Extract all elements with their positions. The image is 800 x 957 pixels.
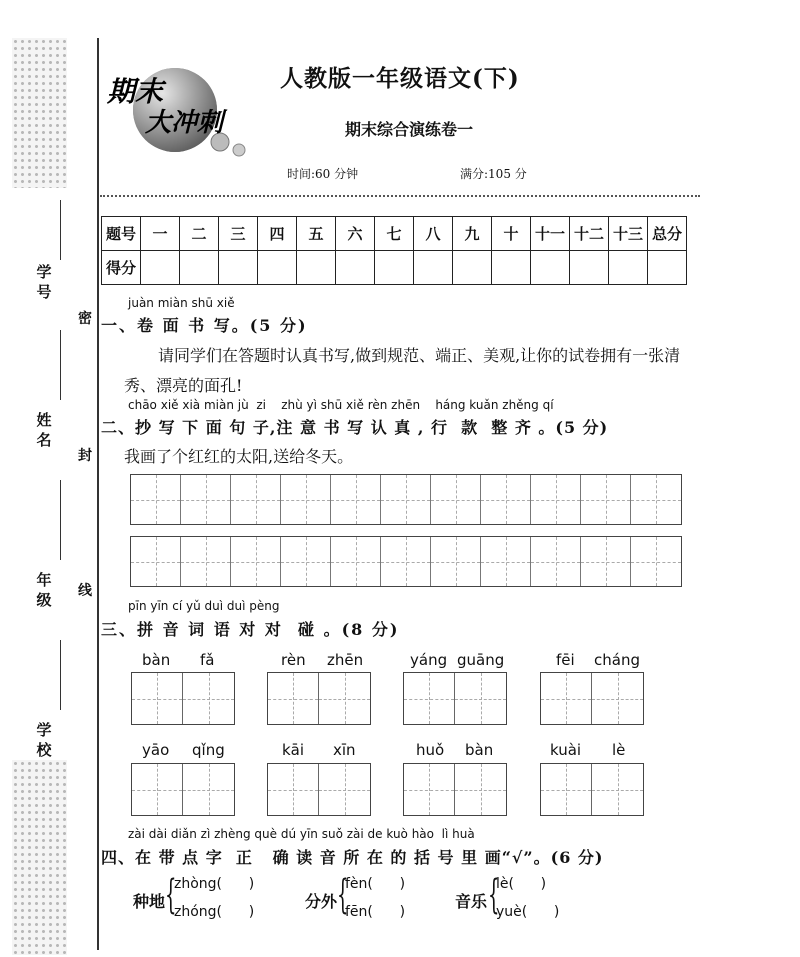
margin-pattern-top [12, 38, 67, 188]
field-grade-label: 年级 [36, 571, 52, 609]
q4-item2-option2[interactable]: fēn( ) [345, 904, 406, 920]
q3-word8-pinyin-b: lè [612, 741, 626, 759]
q1-heading: 一、卷 面 书 写。(5 分) [101, 316, 308, 335]
grid-cell[interactable] [481, 475, 531, 524]
q3-heading: 三、拼 音 词 语 对 对 碰 。(8 分) [101, 620, 400, 639]
grid-cell[interactable] [431, 537, 481, 586]
score-table-col: 三 [219, 217, 258, 251]
score-cell[interactable] [492, 251, 531, 285]
grid-cell[interactable] [183, 764, 234, 815]
field-grade-line[interactable] [60, 480, 61, 560]
q3-word3-pinyin-a: yáng [410, 651, 448, 669]
q3-word5-pinyin-a: yāo [142, 741, 170, 759]
seal-char-feng: 封 [78, 448, 92, 464]
q2-sentence: 我画了个红红的太阳,送给冬天。 [124, 447, 354, 466]
score-cell[interactable] [453, 251, 492, 285]
q3-word4-pinyin-b: cháng [594, 651, 640, 669]
q4-item3-option2[interactable]: yuè( ) [496, 904, 560, 920]
grid-cell[interactable] [331, 475, 381, 524]
field-name-line[interactable] [60, 330, 61, 400]
grid-cell[interactable] [181, 475, 231, 524]
q3-word5-pinyin-b: qǐng [192, 741, 225, 759]
q2-pinyin: chāo xiě xià miàn jù zi zhù yì shū xiě rèn zhēn háng kuǎn zhěng qí [128, 398, 554, 412]
q3-word7-pinyin-a: huǒ [416, 741, 445, 759]
field-student-number-label: 学号 [36, 263, 52, 301]
grid-cell[interactable] [581, 475, 631, 524]
score-cell[interactable] [180, 251, 219, 285]
score-table-score-row [102, 251, 687, 285]
q3-word8-pinyin-a: kuài [550, 741, 582, 759]
field-school-line[interactable] [60, 640, 61, 710]
score-cell[interactable] [336, 251, 375, 285]
paper-title: 人教版一年级语文(下) [280, 65, 520, 92]
grid-cell[interactable] [281, 537, 331, 586]
score-table-col: 十二 [570, 217, 609, 251]
q3-word7-boxes[interactable] [403, 763, 507, 816]
grid-cell[interactable] [541, 673, 592, 724]
score-table-header-row [102, 217, 687, 251]
q3-word2-pinyin-a: rèn [281, 651, 306, 669]
grid-cell[interactable] [281, 475, 331, 524]
grid-cell[interactable] [531, 475, 581, 524]
grid-cell[interactable] [592, 673, 643, 724]
q2-writing-grid-row2[interactable] [130, 536, 682, 587]
q4-item2-option1[interactable]: fèn( ) [345, 876, 406, 892]
q3-word1-pinyin-a: bàn [142, 651, 171, 669]
score-cell[interactable] [297, 251, 336, 285]
q4-item2-brace: { [336, 872, 349, 918]
q4-heading: 四、在 带 点 字 正 确 读 音 所 在 的 括 号 里 画“√”。(6 分) [101, 848, 604, 867]
q3-word6-pinyin-a: kāi [282, 741, 305, 759]
q3-word6-pinyin-b: xīn [333, 741, 356, 759]
score-cell[interactable] [141, 251, 180, 285]
full-score: 满分:105 分 [460, 167, 527, 181]
grid-cell[interactable] [381, 475, 431, 524]
score-table-col: 六 [336, 217, 375, 251]
score-cell[interactable] [570, 251, 609, 285]
seal-char-mi: 密 [78, 311, 92, 327]
score-table-col: 十一 [531, 217, 570, 251]
score-cell[interactable] [375, 251, 414, 285]
score-cell[interactable] [609, 251, 648, 285]
q4-item3-option1[interactable]: lè( ) [496, 876, 547, 892]
q4-item1-word: 种地 [133, 892, 166, 911]
score-cell[interactable] [414, 251, 453, 285]
grid-cell[interactable] [481, 537, 531, 586]
grid-cell[interactable] [431, 475, 481, 524]
q4-item3-brace: { [487, 872, 500, 918]
grid-cell[interactable] [268, 764, 319, 815]
grid-cell[interactable] [319, 673, 370, 724]
score-table-col: 总分 [648, 217, 687, 251]
score-table-row2-label: 得分 [102, 251, 141, 285]
q1-instruction-line2: 秀、漂亮的面孔! [124, 376, 243, 395]
q2-heading: 二、抄 写 下 面 句 子,注 意 书 写 认 真 , 行 款 整 齐 。(5 分) [101, 418, 609, 437]
q1-instruction-line1: 请同学们在答题时认真书写,做到规范、端正、美观,让你的试卷拥有一张清 [158, 346, 681, 365]
seal-char-xian: 线 [78, 583, 92, 599]
grid-cell[interactable] [181, 537, 231, 586]
grid-cell[interactable] [531, 537, 581, 586]
grid-cell[interactable] [231, 475, 281, 524]
q3-word5-boxes[interactable] [131, 763, 235, 816]
score-table-col: 一 [141, 217, 180, 251]
q3-pinyin: pīn yīn cí yǔ duì duì pèng [128, 599, 280, 613]
paper-subtitle: 期末综合演练卷一 [345, 120, 474, 139]
grid-cell[interactable] [183, 673, 234, 724]
q3-word2-pinyin-b: zhēn [327, 651, 364, 669]
time-limit: 时间:60 分钟 [287, 167, 359, 181]
logo-text-line1: 期末 [107, 75, 164, 108]
grid-cell[interactable] [381, 537, 431, 586]
q3-word4-boxes[interactable] [540, 672, 644, 725]
margin-pattern-bottom [12, 760, 67, 955]
score-cell[interactable] [219, 251, 258, 285]
field-name-label: 姓名 [36, 411, 52, 449]
q3-word2-boxes[interactable] [267, 672, 371, 725]
q4-pinyin: zài dài diǎn zì zhèng què dú yīn suǒ zài de kuò hào lì huà [128, 827, 475, 841]
grid-cell[interactable] [541, 764, 592, 815]
grid-cell[interactable] [331, 537, 381, 586]
score-table-col: 八 [414, 217, 453, 251]
q4-item1-brace: { [164, 872, 177, 918]
grid-cell[interactable] [131, 475, 181, 524]
q3-word8-boxes[interactable] [540, 763, 644, 816]
score-table-col: 十三 [609, 217, 648, 251]
grid-cell[interactable] [132, 764, 183, 815]
score-table-col: 二 [180, 217, 219, 251]
score-table-col: 四 [258, 217, 297, 251]
q3-word1-pinyin-b: fǎ [200, 651, 215, 669]
score-table [101, 216, 687, 285]
score-cell[interactable] [648, 251, 687, 285]
logo [105, 62, 255, 162]
grid-cell[interactable] [631, 475, 681, 524]
score-table-col: 十 [492, 217, 531, 251]
q3-word3-pinyin-b: guāng [457, 651, 505, 669]
score-table-row1-label: 题号 [102, 217, 141, 251]
binding-line [97, 38, 99, 950]
grid-cell[interactable] [592, 764, 643, 815]
q2-writing-grid-row1[interactable] [130, 474, 682, 525]
q4-item1-option2[interactable]: zhóng( ) [174, 904, 255, 920]
score-cell[interactable] [531, 251, 570, 285]
q3-word3-boxes[interactable] [403, 672, 507, 725]
grid-cell[interactable] [455, 673, 506, 724]
grid-cell[interactable] [631, 537, 681, 586]
score-table-col: 七 [375, 217, 414, 251]
logo-text-line2: 大冲刺 [145, 108, 224, 138]
q4-item2-word: 分外 [305, 892, 338, 911]
grid-cell[interactable] [231, 537, 281, 586]
q4-item3-word: 音乐 [455, 892, 488, 911]
grid-cell[interactable] [404, 764, 455, 815]
q3-word7-pinyin-b: bàn [465, 741, 494, 759]
q3-word6-boxes[interactable] [267, 763, 371, 816]
grid-cell[interactable] [319, 764, 370, 815]
q4-item1-option1[interactable]: zhòng( ) [174, 876, 255, 892]
grid-cell[interactable] [404, 673, 455, 724]
field-student-number-line[interactable] [60, 200, 61, 260]
grid-cell[interactable] [268, 673, 319, 724]
score-cell[interactable] [258, 251, 297, 285]
grid-cell[interactable] [132, 673, 183, 724]
grid-cell[interactable] [131, 537, 181, 586]
grid-cell[interactable] [455, 764, 506, 815]
q1-pinyin: juàn miàn shū xiě [128, 296, 235, 310]
q3-word4-pinyin-a: fēi [556, 651, 575, 669]
grid-cell[interactable] [581, 537, 631, 586]
q3-word1-boxes[interactable] [131, 672, 235, 725]
score-table-col: 五 [297, 217, 336, 251]
field-school-label: 学校 [36, 721, 52, 759]
score-table-col: 九 [453, 217, 492, 251]
dotted-divider [100, 195, 700, 197]
